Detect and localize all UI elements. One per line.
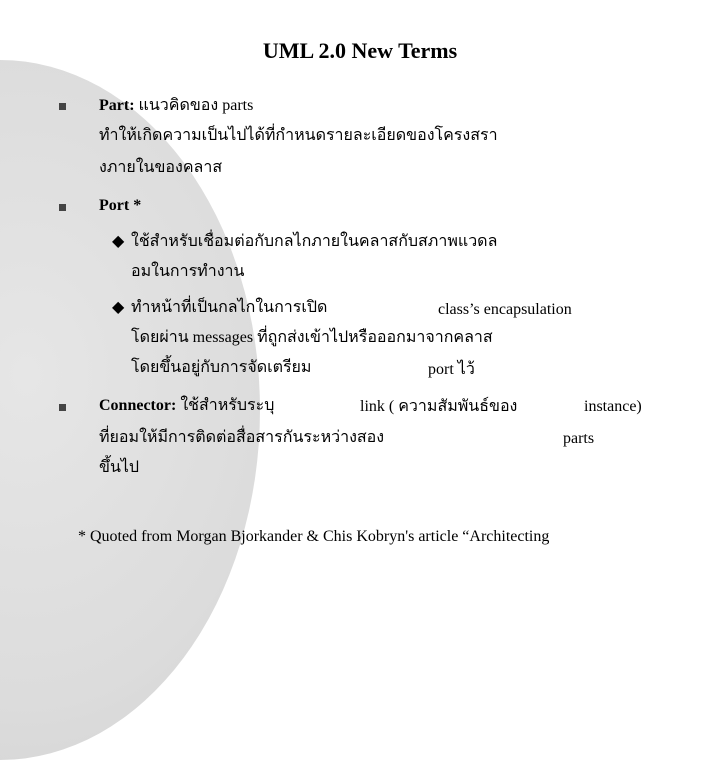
port-label: Port *: [99, 197, 142, 214]
diamond-bullet: ◆: [112, 233, 125, 250]
slide-title: UML 2.0 New Terms: [262, 38, 458, 63]
connector-line3: ขึ้นไป: [99, 459, 140, 476]
part-label: Part:: [99, 97, 135, 114]
connector-line1b: link ( ความสัมพันธ์ของ: [360, 398, 518, 415]
bullet-marker: [59, 103, 66, 110]
port-sub2-line1a: ทำหน้าที่เป็นกลไกในการเปิด: [131, 299, 328, 316]
connector-line1c: instance): [584, 398, 642, 415]
part-text-3: งภายในของคลาส: [99, 159, 223, 176]
connector-line1a: Connector: ใช้สำหรับระบุ: [99, 397, 275, 414]
bullet-part: [99, 96, 253, 116]
connector-line2b: parts: [563, 430, 595, 447]
bullet-marker: [59, 404, 66, 411]
part-text-1: แนวคิดของ parts: [138, 97, 254, 114]
port-sub1-line2: อมในการทำงาน: [131, 263, 245, 280]
port-sub2-line3b: port ไว้: [428, 361, 475, 378]
connector-line2a: ที่ยอมให้มีการติดต่อสื่อสารกันระหว่างสอง: [99, 429, 385, 446]
part-text-2: ทำให้เกิดความเป็นไปได้ที่กำหนดรายละเอียดของโครงสรา: [99, 127, 498, 144]
port-sub2-line2: โดยผ่าน messages ที่ถูกส่งเข้าไปหรือออกมาจากคลาส: [131, 329, 493, 346]
port-sub2-line1b: class’s encapsulation: [438, 301, 572, 318]
port-sub2-line3a: โดยขึ้นอยู่กับการจัดเตรียม: [131, 359, 312, 376]
connector-label: Connector:: [99, 397, 177, 414]
diamond-bullet: ◆: [112, 299, 125, 316]
bullet-marker: [59, 204, 66, 211]
port-sub1-line1: ใช้สำหรับเชื่อมต่อกับกลไกภายในคลาสกับสภาพแวดล: [131, 233, 498, 250]
footer-citation: * Quoted from Morgan Bjorkander & Chis Kobryn's article “Architecting: [78, 528, 550, 545]
